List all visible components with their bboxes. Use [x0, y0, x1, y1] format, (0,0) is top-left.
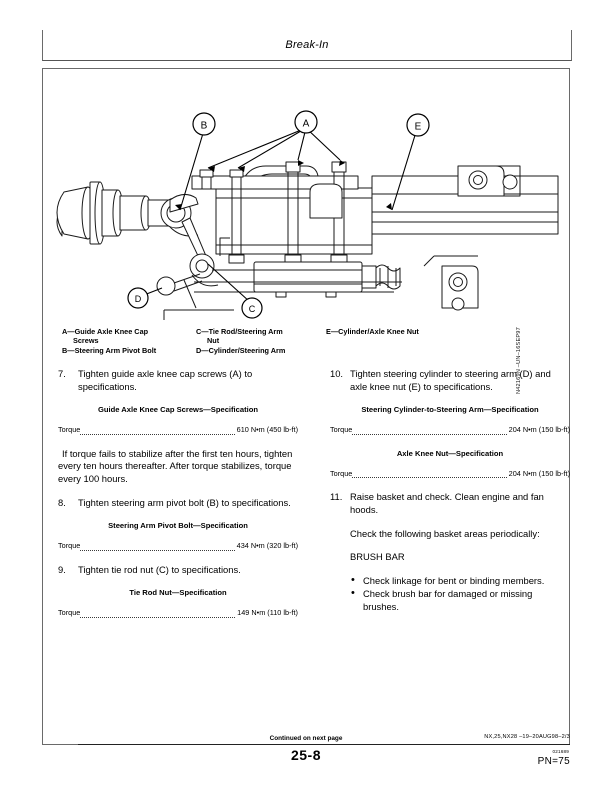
- legend-item-b-text: B—Steering Arm Pivot Bolt: [62, 345, 157, 355]
- step-11: [330, 491, 570, 516]
- spec-label-pivot-bolt: Torque: [58, 541, 81, 551]
- legend-item-a-text: A—Guide Axle Knee Cap: [62, 327, 149, 336]
- page-footer: [42, 735, 570, 785]
- step-9-text: Tighten tie rod nut (C) to specifications.: [78, 563, 241, 575]
- step-10: [330, 368, 570, 393]
- spec-dot-leader: [80, 543, 234, 551]
- pn-number: PN=75: [537, 756, 570, 767]
- right-text-column: [330, 368, 570, 615]
- spec-label-guide-axle: Torque: [58, 425, 81, 435]
- spec-dot-leader: [80, 610, 235, 618]
- callout-a: [295, 111, 317, 133]
- callout-b: [193, 113, 215, 135]
- step-11-number: 11.: [330, 491, 343, 503]
- footer-rule: [78, 744, 570, 745]
- revision-code: 021689: [552, 749, 569, 754]
- svg-text:A: A: [302, 118, 310, 130]
- callout-e: [407, 114, 429, 136]
- page-header: [42, 30, 572, 61]
- spec-title-guide-axle: Guide Axle Knee Cap Screws—Specification: [97, 405, 259, 415]
- legend-column-3: [326, 327, 526, 336]
- legend-item-c-cont: Nut: [207, 336, 220, 346]
- steering-assembly-drawing: [44, 70, 568, 320]
- step-8-text: Tighten steering arm pivot bolt (B) to specifications.: [78, 496, 291, 508]
- legend-item-c: [196, 327, 321, 346]
- step-10-text: Tighten steering cylinder to steering arm (D) and axle knee nut (E) to specifications.: [350, 368, 551, 392]
- step-11-text: Raise basket and check. Clean engine and fan hoods.: [350, 491, 544, 515]
- svg-text:B: B: [200, 120, 208, 132]
- spec-value-cyl-to-arm: 204 N•m (150 lb-ft): [508, 425, 570, 435]
- spec-label-tie-rod: Torque: [58, 608, 81, 618]
- spec-row-pivot-bolt: [58, 542, 298, 553]
- continued-next-page: Continued on next page: [269, 735, 343, 742]
- spec-row-axle-knee-nut: [330, 469, 570, 480]
- spec-label-cyl-to-arm: Torque: [330, 425, 353, 435]
- spec-dot-leader: [352, 470, 506, 478]
- svg-text:C: C: [248, 304, 256, 314]
- step-8-number: 8.: [58, 496, 66, 508]
- svg-text:D: D: [134, 294, 142, 304]
- list-item: • Check brush bar for damaged or missing brushes.: [350, 588, 570, 613]
- legend-item-c-text: C—Tie Rod/Steering Arm: [196, 327, 283, 336]
- page-number: 25-8: [290, 747, 322, 763]
- spec-value-guide-axle: 610 N•m (450 lb-ft): [236, 425, 298, 435]
- spec-row-guide-axle: [58, 426, 298, 437]
- step-9: [58, 564, 298, 577]
- document-code: NX,25,NX28 –19–20AUG98–2/3: [484, 734, 570, 740]
- spec-title-axle-knee-nut: Axle Knee Nut—Specification: [396, 448, 504, 458]
- step-7: [58, 368, 298, 393]
- svg-text:E: E: [414, 121, 422, 133]
- figure-caption: [514, 284, 610, 394]
- legend-item-a-cont: Screws: [73, 336, 99, 346]
- step-9-number: 9.: [58, 563, 66, 575]
- left-text-column: [58, 368, 298, 631]
- legend-item-b: [62, 346, 192, 355]
- callout-d: [128, 288, 148, 308]
- figure-caption-text: N42169N –UN–16SEP97: [516, 327, 522, 394]
- legend-item-e: [326, 327, 526, 336]
- step-8: [58, 497, 298, 510]
- spec-row-cyl-to-arm: [330, 426, 570, 437]
- spec-label-axle-knee-nut: Torque: [330, 468, 353, 478]
- spec-dot-leader: [80, 427, 234, 435]
- spec-value-pivot-bolt: 434 N•m (320 lb-ft): [236, 541, 298, 551]
- header-title: Break-In: [285, 39, 329, 51]
- spec-title-pivot-bolt: Steering Arm Pivot Bolt—Specification: [108, 521, 248, 531]
- list-item: • Check linkage for bent or binding members.: [350, 575, 570, 588]
- legend-item-e-text: E—Cylinder/Axle Knee Nut: [326, 327, 419, 336]
- step-10-number: 10.: [330, 368, 344, 379]
- brush-bar-checklist: [350, 575, 570, 614]
- legend-column-1: [62, 327, 192, 355]
- spec-dot-leader: [352, 427, 506, 435]
- callout-c: [242, 298, 262, 318]
- spec-title-tie-rod: Tie Rod Nut—Specification: [129, 588, 227, 598]
- legend-column-2: [196, 327, 321, 355]
- legend-item-a: [62, 327, 192, 346]
- spec-title-cyl-to-arm: Steering Cylinder-to-Steering Arm—Specification: [361, 405, 539, 415]
- spec-value-tie-rod: 149 N•m (110 lb-ft): [237, 608, 298, 618]
- step-7-number: 7.: [58, 368, 66, 379]
- legend-item-d: [196, 346, 321, 355]
- torque-stabilize-note: If torque fails to stabilize after the first ten hours, tighten every ten hours thereafter. After torque stabilizes, torque every 100 hours.: [58, 447, 293, 484]
- step-7-text: Tighten guide axle knee cap screws (A) to specifications.: [78, 368, 253, 392]
- spec-row-tie-rod: [58, 609, 298, 620]
- legend-item-d-text: D—Cylinder/Steering Arm: [196, 345, 286, 355]
- spec-value-axle-knee-nut: 204 N•m (150 lb-ft): [508, 468, 570, 478]
- brush-bar-heading: BRUSH BAR: [350, 551, 405, 563]
- check-intro-text: Check the following basket areas periodically:: [350, 527, 540, 539]
